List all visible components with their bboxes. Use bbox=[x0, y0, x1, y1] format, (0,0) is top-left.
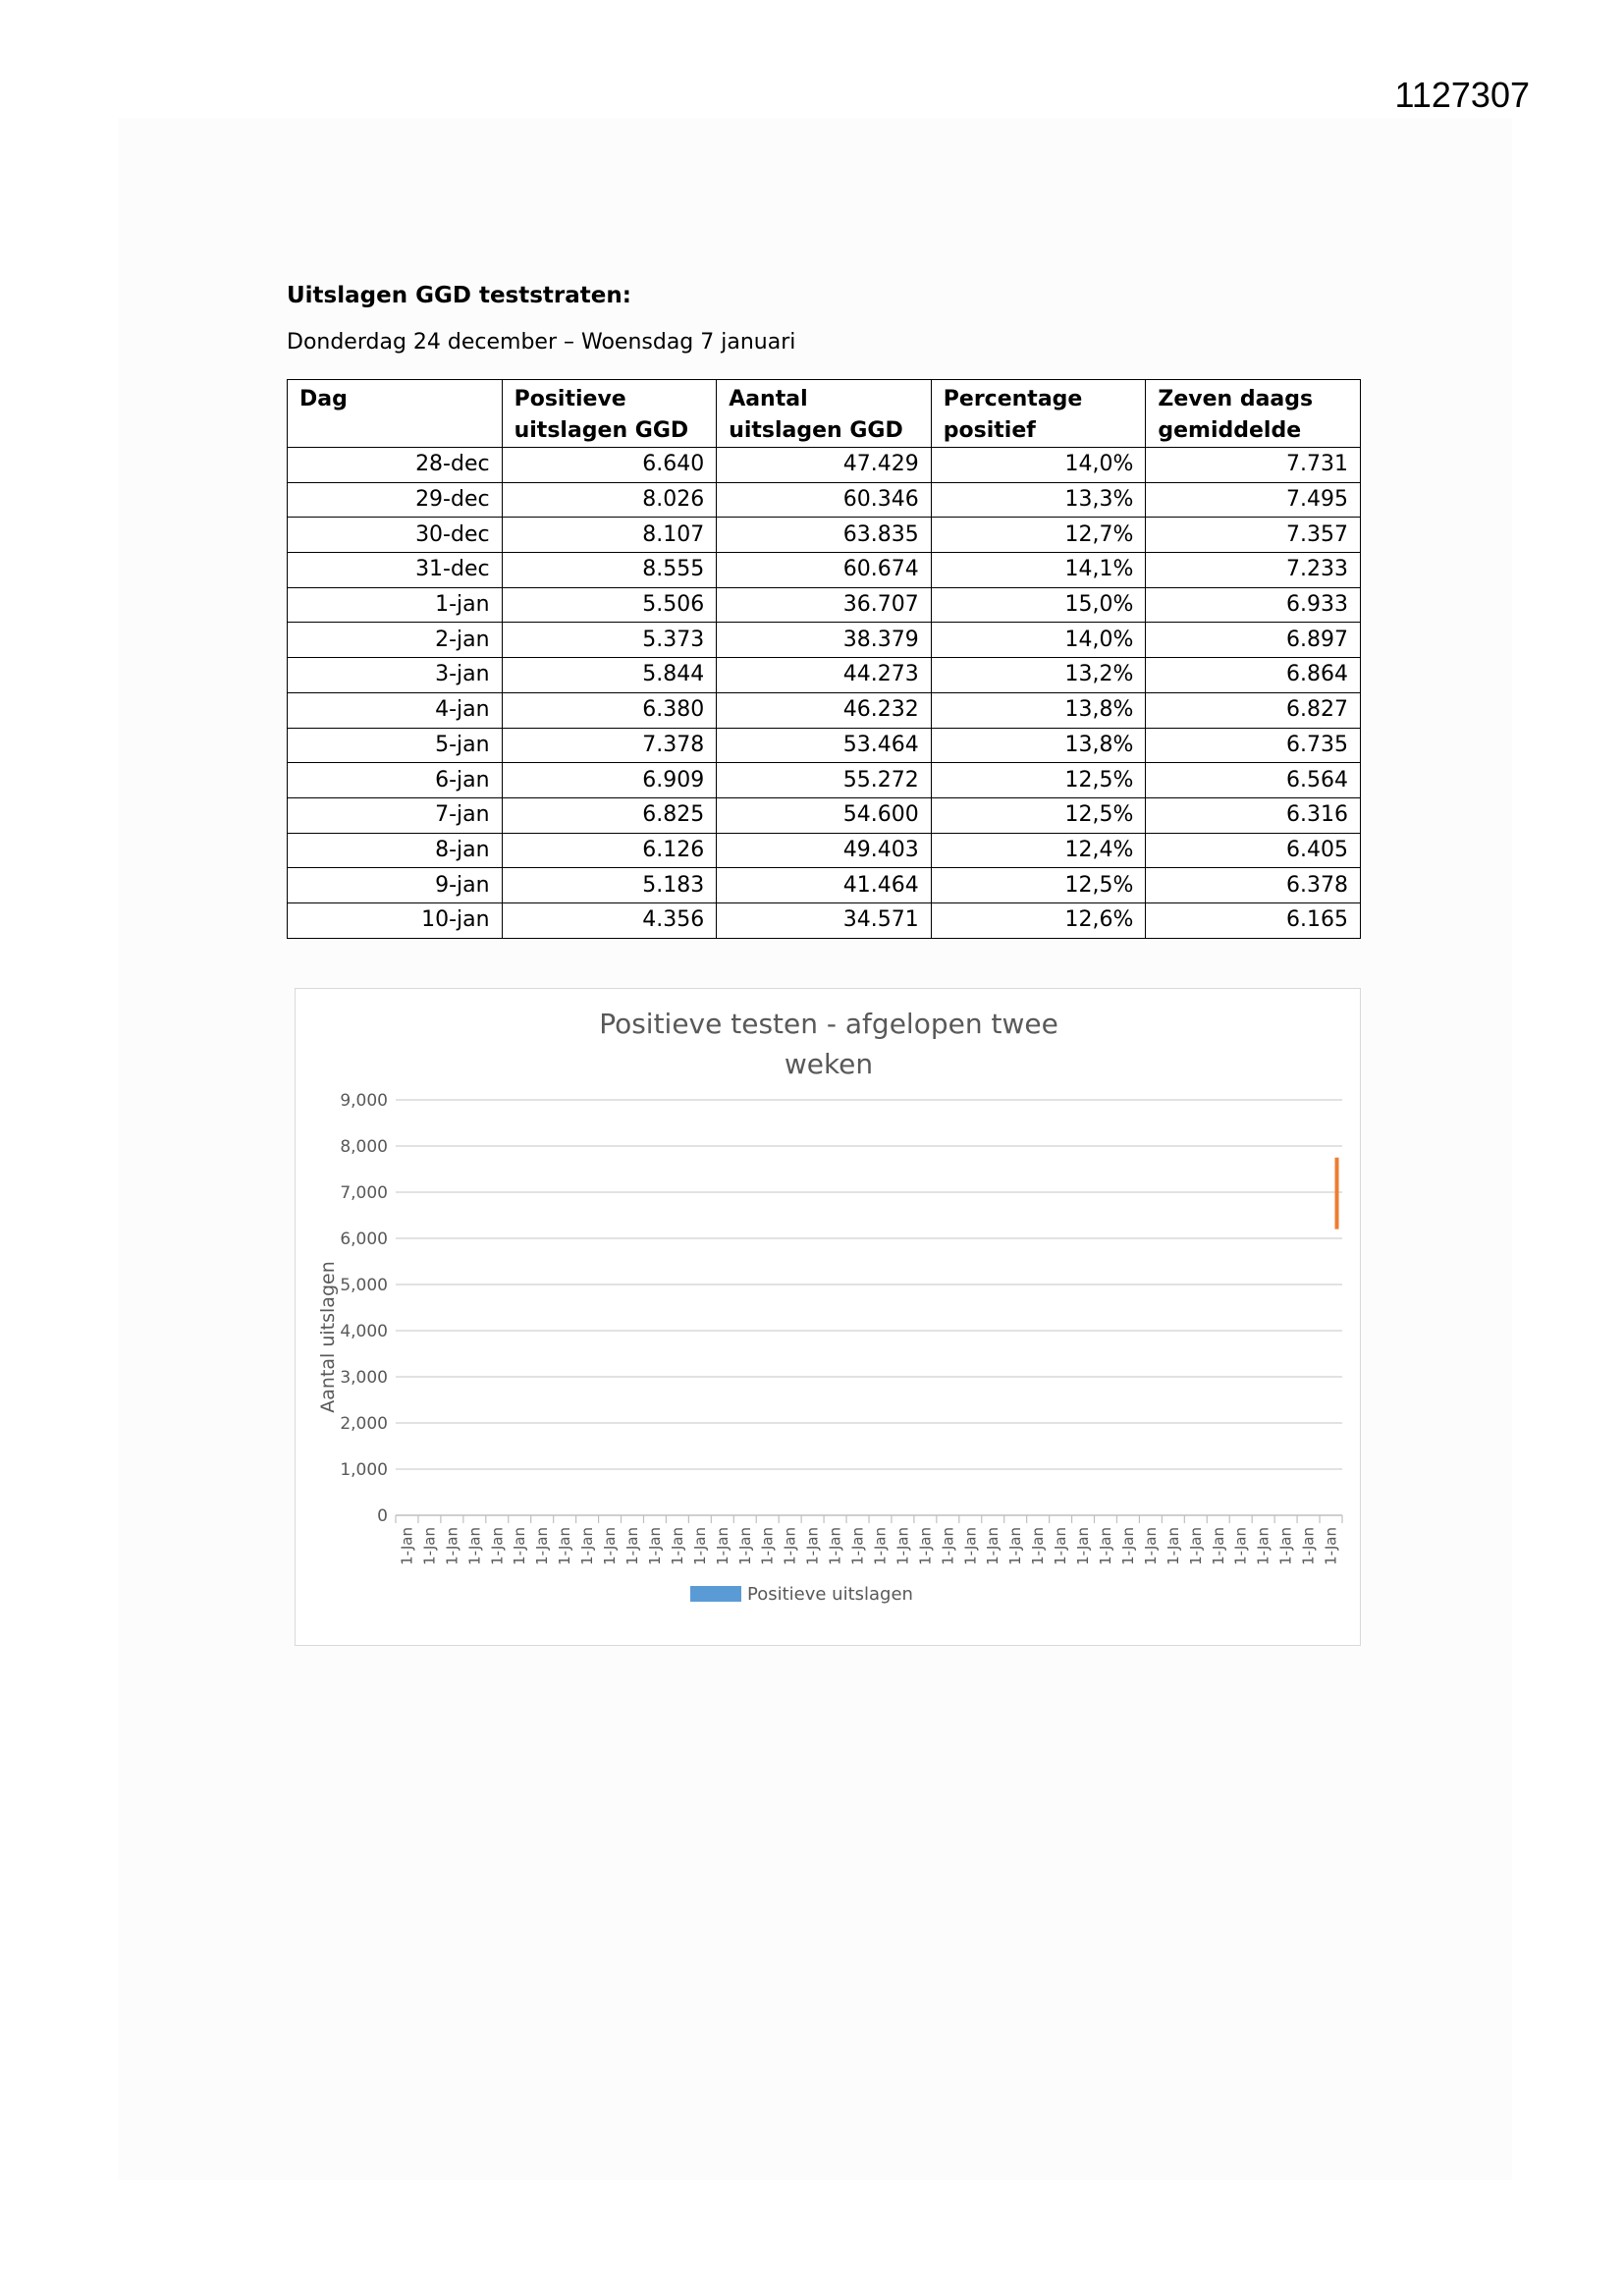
cell-aantal-uitslagen: 49.403 bbox=[717, 833, 932, 868]
table-header-row bbox=[288, 380, 1361, 448]
table-row bbox=[288, 902, 1361, 938]
cell-positieve-uitslagen: 5.844 bbox=[502, 658, 717, 693]
x-tick-label: 1-Jan bbox=[398, 1527, 416, 1565]
header-positieve-uitslagen: Positieve uitslagen GGD bbox=[502, 380, 717, 448]
x-tick-label: 1-Jan bbox=[690, 1527, 709, 1565]
y-tick-label: 2,000 bbox=[340, 1414, 388, 1434]
chart-title-line: weken bbox=[784, 1048, 874, 1080]
x-tick-label: 1-Jan bbox=[1209, 1527, 1227, 1565]
x-tick-label: 1-Jan bbox=[1322, 1527, 1340, 1565]
cell-aantal-uitslagen: 54.600 bbox=[717, 797, 932, 833]
cell-zeven-daags-gemiddelde: 6.827 bbox=[1146, 692, 1361, 728]
cell-dag: 9-jan bbox=[288, 868, 503, 903]
x-tick-label: 1-Jan bbox=[511, 1527, 529, 1565]
chart-title-line: Positieve testen - afgelopen twee bbox=[599, 1008, 1058, 1040]
cell-zeven-daags-gemiddelde: 6.405 bbox=[1146, 833, 1361, 868]
cell-zeven-daags-gemiddelde: 6.165 bbox=[1146, 902, 1361, 938]
x-tick-label: 1-Jan bbox=[1029, 1527, 1048, 1565]
cell-dag: 8-jan bbox=[288, 833, 503, 868]
cell-percentage-positief: 14,0% bbox=[931, 623, 1146, 658]
cell-positieve-uitslagen: 7.378 bbox=[502, 728, 717, 763]
x-tick-label: 1-Jan bbox=[803, 1527, 822, 1565]
cell-dag: 31-dec bbox=[288, 553, 503, 588]
cell-positieve-uitslagen: 5.183 bbox=[502, 868, 717, 903]
cell-aantal-uitslagen: 53.464 bbox=[717, 728, 932, 763]
x-tick-label: 1-Jan bbox=[893, 1527, 912, 1565]
x-tick-label: 1-Jan bbox=[645, 1527, 664, 1565]
cell-dag: 30-dec bbox=[288, 518, 503, 553]
table-row bbox=[288, 692, 1361, 728]
x-tick-label: 1-Jan bbox=[848, 1527, 867, 1565]
cell-zeven-daags-gemiddelde: 6.864 bbox=[1146, 658, 1361, 693]
cell-percentage-positief: 12,5% bbox=[931, 797, 1146, 833]
table-row bbox=[288, 868, 1361, 903]
cell-aantal-uitslagen: 41.464 bbox=[717, 868, 932, 903]
cell-dag: 1-jan bbox=[288, 587, 503, 623]
cell-percentage-positief: 13,2% bbox=[931, 658, 1146, 693]
table-row bbox=[288, 553, 1361, 588]
table-row bbox=[288, 763, 1361, 798]
y-axis-title: Aantal uitslagen bbox=[317, 1261, 339, 1413]
cell-percentage-positief: 13,3% bbox=[931, 482, 1146, 518]
x-tick-label: 1-Jan bbox=[556, 1527, 574, 1565]
x-tick-label: 1-Jan bbox=[1097, 1527, 1114, 1565]
x-tick-label: 1-Jan bbox=[984, 1527, 1002, 1565]
header-percentage-positief: Percentage positief bbox=[931, 380, 1146, 448]
x-tick-label: 1-Jan bbox=[601, 1527, 620, 1565]
y-tick-label: 0 bbox=[377, 1506, 388, 1526]
cell-percentage-positief: 12,4% bbox=[931, 833, 1146, 868]
cell-dag: 10-jan bbox=[288, 902, 503, 938]
x-tick-label: 1-Jan bbox=[826, 1527, 844, 1565]
header-aantal-uitslagen: Aantal uitslagen GGD bbox=[717, 380, 932, 448]
cell-zeven-daags-gemiddelde: 6.378 bbox=[1146, 868, 1361, 903]
x-tick-label: 1-Jan bbox=[1118, 1527, 1137, 1565]
table-row bbox=[288, 658, 1361, 693]
chart-container bbox=[295, 988, 1361, 1646]
x-tick-label: 1-Jan bbox=[1299, 1527, 1318, 1565]
x-tick-label: 1-Jan bbox=[420, 1527, 439, 1565]
x-tick-label: 1-Jan bbox=[1254, 1527, 1272, 1565]
table-row bbox=[288, 587, 1361, 623]
page-title: Uitslagen GGD teststraten: bbox=[287, 283, 631, 308]
cell-dag: 28-dec bbox=[288, 448, 503, 483]
cell-dag: 4-jan bbox=[288, 692, 503, 728]
cell-zeven-daags-gemiddelde: 6.564 bbox=[1146, 763, 1361, 798]
y-tick-label: 9,000 bbox=[340, 1091, 388, 1111]
cell-aantal-uitslagen: 63.835 bbox=[717, 518, 932, 553]
bar-chart bbox=[296, 989, 1362, 1647]
cell-percentage-positief: 12,7% bbox=[931, 518, 1146, 553]
x-tick-label: 1-Jan bbox=[1141, 1527, 1160, 1565]
x-tick-label: 1-Jan bbox=[578, 1527, 597, 1565]
cell-zeven-daags-gemiddelde: 7.233 bbox=[1146, 553, 1361, 588]
cell-zeven-daags-gemiddelde: 6.897 bbox=[1146, 623, 1361, 658]
cell-positieve-uitslagen: 5.373 bbox=[502, 623, 717, 658]
cell-positieve-uitslagen: 8.107 bbox=[502, 518, 717, 553]
x-tick-label: 1-Jan bbox=[1186, 1527, 1205, 1565]
document-number: 1127307 bbox=[1394, 75, 1530, 115]
x-tick-label: 1-Jan bbox=[623, 1527, 641, 1565]
legend-label: Positieve uitslagen bbox=[747, 1584, 913, 1605]
cell-aantal-uitslagen: 60.674 bbox=[717, 553, 932, 588]
cell-aantal-uitslagen: 36.707 bbox=[717, 587, 932, 623]
cell-percentage-positief: 12,6% bbox=[931, 902, 1146, 938]
cell-zeven-daags-gemiddelde: 6.316 bbox=[1146, 797, 1361, 833]
y-tick-label: 7,000 bbox=[340, 1183, 388, 1203]
x-tick-label: 1-Jan bbox=[533, 1527, 552, 1565]
y-tick-label: 3,000 bbox=[340, 1368, 388, 1388]
cell-percentage-positief: 13,8% bbox=[931, 728, 1146, 763]
x-tick-label: 1-Jan bbox=[1276, 1527, 1295, 1565]
x-tick-label: 1-Jan bbox=[668, 1527, 686, 1565]
cell-dag: 2-jan bbox=[288, 623, 503, 658]
cell-dag: 5-jan bbox=[288, 728, 503, 763]
cell-percentage-positief: 12,5% bbox=[931, 868, 1146, 903]
x-tick-label: 1-Jan bbox=[871, 1527, 890, 1565]
cell-zeven-daags-gemiddelde: 7.357 bbox=[1146, 518, 1361, 553]
cell-aantal-uitslagen: 46.232 bbox=[717, 692, 932, 728]
cell-percentage-positief: 14,0% bbox=[931, 448, 1146, 483]
cell-dag: 29-dec bbox=[288, 482, 503, 518]
cell-zeven-daags-gemiddelde: 6.933 bbox=[1146, 587, 1361, 623]
x-tick-label: 1-Jan bbox=[713, 1527, 731, 1565]
table-row bbox=[288, 623, 1361, 658]
legend-swatch bbox=[690, 1586, 741, 1602]
x-tick-label: 1-Jan bbox=[1006, 1527, 1025, 1565]
cell-percentage-positief: 14,1% bbox=[931, 553, 1146, 588]
header-dag: Dag bbox=[288, 380, 503, 448]
header-zeven-daags-gemiddelde: Zeven daags gemiddelde bbox=[1146, 380, 1361, 448]
cell-positieve-uitslagen: 8.026 bbox=[502, 482, 717, 518]
table-row bbox=[288, 448, 1361, 483]
x-tick-label: 1-Jan bbox=[488, 1527, 507, 1565]
cell-percentage-positief: 13,8% bbox=[931, 692, 1146, 728]
y-tick-label: 8,000 bbox=[340, 1137, 388, 1157]
cell-zeven-daags-gemiddelde: 7.495 bbox=[1146, 482, 1361, 518]
cell-positieve-uitslagen: 6.825 bbox=[502, 797, 717, 833]
x-tick-label: 1-Jan bbox=[1074, 1527, 1093, 1565]
cell-positieve-uitslagen: 6.640 bbox=[502, 448, 717, 483]
results-table bbox=[287, 379, 1361, 939]
table-row bbox=[288, 518, 1361, 553]
cell-dag: 6-jan bbox=[288, 763, 503, 798]
x-tick-label: 1-Jan bbox=[961, 1527, 980, 1565]
y-tick-label: 5,000 bbox=[340, 1276, 388, 1295]
x-tick-label: 1-Jan bbox=[1231, 1527, 1250, 1565]
x-tick-label: 1-Jan bbox=[916, 1527, 935, 1565]
cell-positieve-uitslagen: 6.126 bbox=[502, 833, 717, 868]
cell-dag: 3-jan bbox=[288, 658, 503, 693]
x-tick-label: 1-Jan bbox=[758, 1527, 777, 1565]
cell-percentage-positief: 15,0% bbox=[931, 587, 1146, 623]
cell-positieve-uitslagen: 8.555 bbox=[502, 553, 717, 588]
cell-positieve-uitslagen: 6.380 bbox=[502, 692, 717, 728]
cell-aantal-uitslagen: 47.429 bbox=[717, 448, 932, 483]
cell-aantal-uitslagen: 44.273 bbox=[717, 658, 932, 693]
y-tick-label: 6,000 bbox=[340, 1230, 388, 1249]
y-tick-label: 4,000 bbox=[340, 1322, 388, 1341]
cell-positieve-uitslagen: 5.506 bbox=[502, 587, 717, 623]
cell-aantal-uitslagen: 60.346 bbox=[717, 482, 932, 518]
cell-aantal-uitslagen: 34.571 bbox=[717, 902, 932, 938]
cell-zeven-daags-gemiddelde: 7.731 bbox=[1146, 448, 1361, 483]
x-tick-label: 1-Jan bbox=[1052, 1527, 1070, 1565]
cell-aantal-uitslagen: 38.379 bbox=[717, 623, 932, 658]
x-tick-label: 1-Jan bbox=[939, 1527, 957, 1565]
x-tick-label: 1-Jan bbox=[465, 1527, 484, 1565]
table-row bbox=[288, 797, 1361, 833]
table-row bbox=[288, 482, 1361, 518]
x-tick-label: 1-Jan bbox=[1164, 1527, 1182, 1565]
cell-positieve-uitslagen: 4.356 bbox=[502, 902, 717, 938]
table-row bbox=[288, 728, 1361, 763]
cell-zeven-daags-gemiddelde: 6.735 bbox=[1146, 728, 1361, 763]
cell-aantal-uitslagen: 55.272 bbox=[717, 763, 932, 798]
cell-percentage-positief: 12,5% bbox=[931, 763, 1146, 798]
x-tick-label: 1-Jan bbox=[735, 1527, 754, 1565]
cell-dag: 7-jan bbox=[288, 797, 503, 833]
x-tick-label: 1-Jan bbox=[781, 1527, 799, 1565]
x-tick-label: 1-Jan bbox=[443, 1527, 461, 1565]
cell-positieve-uitslagen: 6.909 bbox=[502, 763, 717, 798]
y-tick-label: 1,000 bbox=[340, 1460, 388, 1480]
table-row bbox=[288, 833, 1361, 868]
date-range-subtitle: Donderdag 24 december – Woensdag 7 januari bbox=[287, 330, 796, 355]
